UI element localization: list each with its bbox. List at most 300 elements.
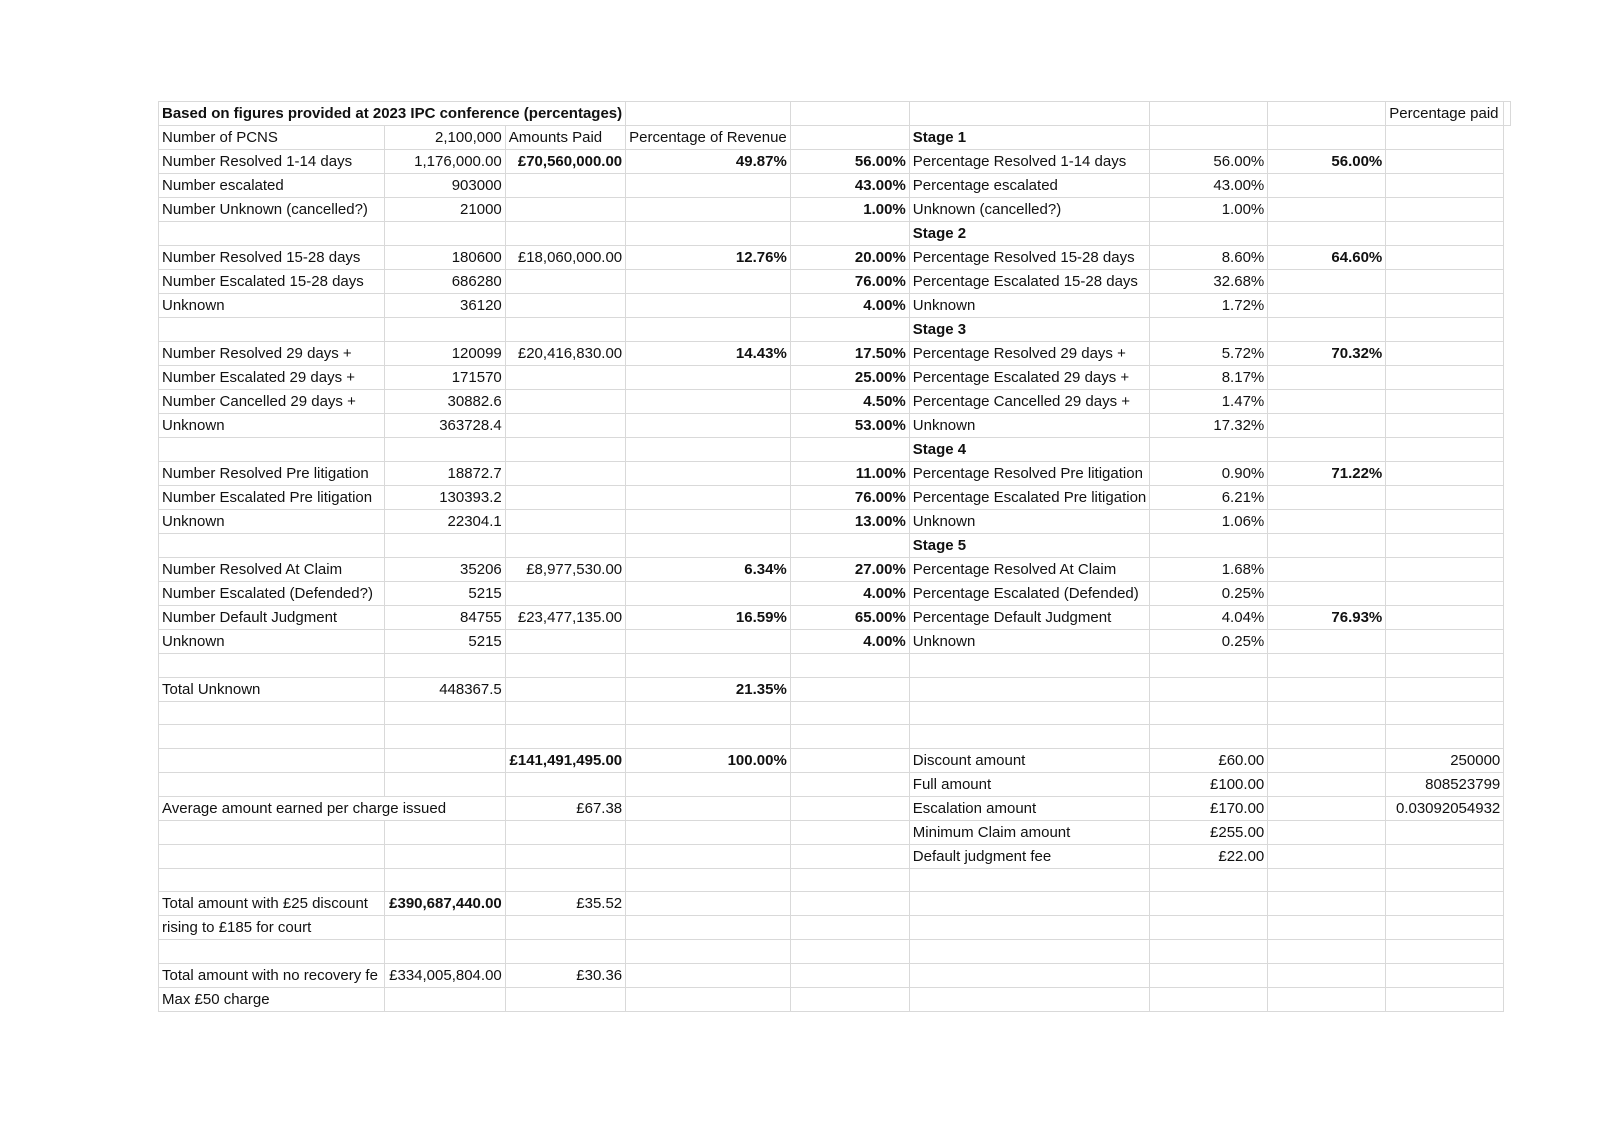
cell[interactable] xyxy=(909,987,1149,1011)
cell[interactable] xyxy=(626,174,791,198)
cell[interactable]: Percentage Resolved 15-28 days xyxy=(909,246,1149,270)
cell[interactable] xyxy=(1386,486,1504,510)
cell[interactable] xyxy=(790,318,909,342)
cell[interactable]: Unknown xyxy=(159,294,385,318)
cell[interactable]: £67.38 xyxy=(505,796,625,820)
cell[interactable] xyxy=(159,654,385,678)
cell[interactable] xyxy=(626,963,791,987)
cell[interactable]: Stage 5 xyxy=(909,534,1149,558)
cell[interactable]: Amounts Paid xyxy=(505,126,625,150)
cell[interactable] xyxy=(385,534,505,558)
cell[interactable] xyxy=(505,510,625,534)
cell[interactable]: £255.00 xyxy=(1150,820,1268,844)
cell[interactable]: 8.17% xyxy=(1150,366,1268,390)
cell[interactable] xyxy=(505,654,625,678)
cell[interactable]: Unknown xyxy=(159,414,385,438)
cell[interactable]: 130393.2 xyxy=(385,486,505,510)
cell[interactable]: 4.00% xyxy=(790,630,909,654)
cell[interactable]: Number Resolved 15-28 days xyxy=(159,246,385,270)
cell[interactable]: Percentage Default Judgment xyxy=(909,606,1149,630)
cell[interactable] xyxy=(1268,318,1386,342)
cell[interactable] xyxy=(626,654,791,678)
cell[interactable] xyxy=(1268,916,1386,940)
cell[interactable] xyxy=(909,654,1149,678)
cell[interactable] xyxy=(385,438,505,462)
cell[interactable]: Percentage Escalated 15-28 days xyxy=(909,270,1149,294)
cell[interactable]: 14.43% xyxy=(626,342,791,366)
cell[interactable] xyxy=(790,654,909,678)
cell[interactable]: 808523799 xyxy=(1386,772,1504,796)
cell[interactable]: Number Resolved 29 days + xyxy=(159,342,385,366)
cell[interactable] xyxy=(909,677,1149,701)
cell[interactable] xyxy=(505,366,625,390)
cell[interactable]: Total Unknown xyxy=(159,677,385,701)
cell[interactable]: Number Resolved At Claim xyxy=(159,558,385,582)
cell[interactable] xyxy=(1150,654,1268,678)
cell[interactable]: Stage 3 xyxy=(909,318,1149,342)
cell[interactable] xyxy=(1386,558,1504,582)
cell[interactable] xyxy=(159,748,385,772)
cell[interactable]: 8.60% xyxy=(1150,246,1268,270)
cell[interactable] xyxy=(626,987,791,1011)
cell[interactable] xyxy=(1150,677,1268,701)
cell[interactable] xyxy=(1268,725,1386,749)
cell[interactable] xyxy=(505,630,625,654)
cell[interactable] xyxy=(790,987,909,1011)
cell[interactable] xyxy=(1150,940,1268,964)
cell[interactable] xyxy=(1386,366,1504,390)
cell[interactable] xyxy=(505,390,625,414)
cell[interactable] xyxy=(1386,126,1504,150)
cell[interactable]: £100.00 xyxy=(1150,772,1268,796)
cell[interactable]: 53.00% xyxy=(790,414,909,438)
cell[interactable]: 2,100,000 xyxy=(385,126,505,150)
cell[interactable] xyxy=(159,772,385,796)
cell[interactable] xyxy=(385,748,505,772)
cell[interactable] xyxy=(1386,510,1504,534)
cell[interactable]: Number Escalated 29 days + xyxy=(159,366,385,390)
cell[interactable] xyxy=(1386,725,1504,749)
cell[interactable] xyxy=(790,963,909,987)
cell[interactable] xyxy=(1268,701,1386,725)
cell[interactable] xyxy=(1504,102,1511,126)
cell[interactable] xyxy=(790,748,909,772)
cell[interactable] xyxy=(1268,654,1386,678)
cell[interactable]: Number Unknown (cancelled?) xyxy=(159,198,385,222)
cell[interactable] xyxy=(1386,390,1504,414)
cell[interactable] xyxy=(1150,892,1268,916)
cell[interactable] xyxy=(909,963,1149,987)
cell[interactable] xyxy=(1386,582,1504,606)
cell[interactable] xyxy=(790,844,909,868)
cell[interactable]: 1,176,000.00 xyxy=(385,150,505,174)
cell[interactable]: 0.90% xyxy=(1150,462,1268,486)
cell[interactable]: Unknown (cancelled?) xyxy=(909,198,1149,222)
cell[interactable] xyxy=(1386,820,1504,844)
cell[interactable] xyxy=(505,486,625,510)
cell[interactable]: Percentage Resolved 29 days + xyxy=(909,342,1149,366)
cell[interactable]: 56.00% xyxy=(1150,150,1268,174)
cell[interactable] xyxy=(790,102,909,126)
cell[interactable] xyxy=(1386,198,1504,222)
cell[interactable]: 76.00% xyxy=(790,270,909,294)
cell[interactable] xyxy=(790,677,909,701)
cell[interactable] xyxy=(505,414,625,438)
cell[interactable]: Percentage Resolved Pre litigation xyxy=(909,462,1149,486)
cell[interactable] xyxy=(1386,462,1504,486)
cell[interactable]: 5215 xyxy=(385,582,505,606)
cell[interactable] xyxy=(1386,294,1504,318)
cell[interactable]: 0.25% xyxy=(1150,630,1268,654)
cell[interactable] xyxy=(505,438,625,462)
cell[interactable] xyxy=(626,366,791,390)
cell[interactable]: 76.93% xyxy=(1268,606,1386,630)
cell[interactable] xyxy=(626,582,791,606)
cell[interactable]: 12.76% xyxy=(626,246,791,270)
cell[interactable] xyxy=(1268,772,1386,796)
cell[interactable] xyxy=(1268,270,1386,294)
cell[interactable] xyxy=(626,462,791,486)
cell[interactable]: 5.72% xyxy=(1150,342,1268,366)
cell[interactable]: Number Escalated Pre litigation xyxy=(159,486,385,510)
cell[interactable] xyxy=(505,987,625,1011)
cell[interactable] xyxy=(159,222,385,246)
cell[interactable] xyxy=(790,916,909,940)
cell[interactable]: Unknown xyxy=(909,294,1149,318)
cell[interactable] xyxy=(909,940,1149,964)
cell[interactable]: Percentage Resolved At Claim xyxy=(909,558,1149,582)
cell[interactable] xyxy=(1268,558,1386,582)
cell[interactable]: 16.59% xyxy=(626,606,791,630)
cell[interactable]: 171570 xyxy=(385,366,505,390)
cell[interactable]: Discount amount xyxy=(909,748,1149,772)
cell[interactable] xyxy=(626,294,791,318)
cell[interactable] xyxy=(909,916,1149,940)
cell[interactable]: 70.32% xyxy=(1268,342,1386,366)
cell[interactable] xyxy=(159,438,385,462)
cell[interactable] xyxy=(790,126,909,150)
cell[interactable] xyxy=(790,772,909,796)
cell[interactable]: £334,005,804.00 xyxy=(385,963,505,987)
cell[interactable] xyxy=(505,174,625,198)
cell[interactable] xyxy=(385,725,505,749)
cell[interactable] xyxy=(159,534,385,558)
cell[interactable]: 21000 xyxy=(385,198,505,222)
cell[interactable]: Percentage Resolved 1-14 days xyxy=(909,150,1149,174)
cell[interactable] xyxy=(1268,796,1386,820)
cell[interactable]: Percentage paid xyxy=(1386,102,1504,126)
cell[interactable]: 56.00% xyxy=(790,150,909,174)
cell[interactable]: 17.50% xyxy=(790,342,909,366)
cell[interactable] xyxy=(1268,630,1386,654)
cell[interactable]: £8,977,530.00 xyxy=(505,558,625,582)
cell[interactable]: Based on figures provided at 2023 IPC conference (percentages) xyxy=(159,102,626,126)
cell[interactable] xyxy=(1268,940,1386,964)
cell[interactable] xyxy=(626,630,791,654)
cell[interactable] xyxy=(1386,916,1504,940)
cell[interactable] xyxy=(385,701,505,725)
cell[interactable] xyxy=(385,654,505,678)
cell[interactable]: £141,491,495.00 xyxy=(505,748,625,772)
cell[interactable] xyxy=(626,102,791,126)
cell[interactable] xyxy=(1386,940,1504,964)
cell[interactable] xyxy=(1150,868,1268,892)
cell[interactable] xyxy=(1268,390,1386,414)
cell[interactable]: 84755 xyxy=(385,606,505,630)
cell[interactable] xyxy=(1268,198,1386,222)
cell[interactable]: 65.00% xyxy=(790,606,909,630)
cell[interactable] xyxy=(385,318,505,342)
cell[interactable]: Percentage Escalated Pre litigation xyxy=(909,486,1149,510)
cell[interactable]: Average amount earned per charge issued xyxy=(159,796,506,820)
cell[interactable] xyxy=(790,725,909,749)
cell[interactable] xyxy=(505,820,625,844)
cell[interactable] xyxy=(1268,820,1386,844)
cell[interactable] xyxy=(1386,844,1504,868)
cell[interactable]: Percentage escalated xyxy=(909,174,1149,198)
cell[interactable]: 43.00% xyxy=(790,174,909,198)
cell[interactable]: £23,477,135.00 xyxy=(505,606,625,630)
cell[interactable]: £170.00 xyxy=(1150,796,1268,820)
cell[interactable] xyxy=(626,940,791,964)
cell[interactable]: 0.25% xyxy=(1150,582,1268,606)
cell[interactable] xyxy=(1386,414,1504,438)
cell[interactable] xyxy=(790,222,909,246)
cell[interactable]: Unknown xyxy=(159,630,385,654)
cell[interactable] xyxy=(385,844,505,868)
cell[interactable]: 43.00% xyxy=(1150,174,1268,198)
cell[interactable] xyxy=(1386,630,1504,654)
cell[interactable]: Full amount xyxy=(909,772,1149,796)
cell[interactable] xyxy=(1268,868,1386,892)
cell[interactable]: Escalation amount xyxy=(909,796,1149,820)
cell[interactable] xyxy=(626,438,791,462)
cell[interactable] xyxy=(1386,270,1504,294)
cell[interactable]: £22.00 xyxy=(1150,844,1268,868)
cell[interactable]: £60.00 xyxy=(1150,748,1268,772)
cell[interactable] xyxy=(790,438,909,462)
cell[interactable]: 64.60% xyxy=(1268,246,1386,270)
cell[interactable] xyxy=(626,868,791,892)
cell[interactable] xyxy=(505,198,625,222)
cell[interactable] xyxy=(790,534,909,558)
cell[interactable]: 56.00% xyxy=(1268,150,1386,174)
cell[interactable] xyxy=(1386,534,1504,558)
cell[interactable]: 1.72% xyxy=(1150,294,1268,318)
cell[interactable]: 25.00% xyxy=(790,366,909,390)
cell[interactable] xyxy=(159,725,385,749)
cell[interactable] xyxy=(1150,222,1268,246)
cell[interactable] xyxy=(790,940,909,964)
cell[interactable]: Percentage of Revenue xyxy=(626,126,791,150)
cell[interactable] xyxy=(1268,486,1386,510)
cell[interactable]: 36120 xyxy=(385,294,505,318)
cell[interactable]: 49.87% xyxy=(626,150,791,174)
cell[interactable] xyxy=(505,270,625,294)
cell[interactable]: 448367.5 xyxy=(385,677,505,701)
cell[interactable] xyxy=(1150,916,1268,940)
cell[interactable] xyxy=(1268,582,1386,606)
cell[interactable]: 76.00% xyxy=(790,486,909,510)
cell[interactable] xyxy=(385,868,505,892)
cell[interactable] xyxy=(626,820,791,844)
cell[interactable] xyxy=(159,844,385,868)
cell[interactable] xyxy=(505,462,625,486)
cell[interactable]: 32.68% xyxy=(1150,270,1268,294)
cell[interactable]: Percentage Escalated 29 days + xyxy=(909,366,1149,390)
cell[interactable] xyxy=(1386,606,1504,630)
cell[interactable] xyxy=(385,820,505,844)
cell[interactable] xyxy=(505,725,625,749)
cell[interactable] xyxy=(626,270,791,294)
cell[interactable] xyxy=(626,318,791,342)
cell[interactable]: 5215 xyxy=(385,630,505,654)
cell[interactable] xyxy=(159,701,385,725)
cell[interactable] xyxy=(626,701,791,725)
cell[interactable] xyxy=(505,582,625,606)
cell[interactable]: 4.04% xyxy=(1150,606,1268,630)
cell[interactable]: £18,060,000.00 xyxy=(505,246,625,270)
cell[interactable] xyxy=(1386,342,1504,366)
cell[interactable] xyxy=(1386,438,1504,462)
cell[interactable] xyxy=(626,390,791,414)
cell[interactable] xyxy=(1386,963,1504,987)
cell[interactable]: 22304.1 xyxy=(385,510,505,534)
cell[interactable] xyxy=(1386,892,1504,916)
cell[interactable]: 363728.4 xyxy=(385,414,505,438)
cell[interactable] xyxy=(1150,701,1268,725)
cell[interactable]: 180600 xyxy=(385,246,505,270)
cell[interactable] xyxy=(1268,414,1386,438)
cell[interactable] xyxy=(1268,534,1386,558)
cell[interactable] xyxy=(385,987,505,1011)
cell[interactable]: 1.06% xyxy=(1150,510,1268,534)
cell[interactable]: 11.00% xyxy=(790,462,909,486)
cell[interactable] xyxy=(505,222,625,246)
cell[interactable] xyxy=(1268,844,1386,868)
cell[interactable] xyxy=(1150,318,1268,342)
cell[interactable] xyxy=(159,820,385,844)
cell[interactable]: £30.36 xyxy=(505,963,625,987)
cell[interactable]: £70,560,000.00 xyxy=(505,150,625,174)
cell[interactable] xyxy=(790,796,909,820)
cell[interactable] xyxy=(1268,174,1386,198)
cell[interactable]: 17.32% xyxy=(1150,414,1268,438)
cell[interactable] xyxy=(626,414,791,438)
cell[interactable] xyxy=(1268,102,1386,126)
cell[interactable] xyxy=(626,796,791,820)
cell[interactable] xyxy=(1268,126,1386,150)
cell[interactable] xyxy=(1268,892,1386,916)
cell[interactable] xyxy=(505,534,625,558)
cell[interactable]: 120099 xyxy=(385,342,505,366)
cell[interactable]: Percentage Escalated (Defended) xyxy=(909,582,1149,606)
cell[interactable]: Number Default Judgment xyxy=(159,606,385,630)
cell[interactable] xyxy=(626,534,791,558)
cell[interactable] xyxy=(1268,294,1386,318)
cell[interactable]: Default judgment fee xyxy=(909,844,1149,868)
cell[interactable] xyxy=(159,940,385,964)
cell[interactable] xyxy=(1268,510,1386,534)
cell[interactable]: Total amount with no recovery fe xyxy=(159,963,385,987)
cell[interactable]: £35.52 xyxy=(505,892,625,916)
cell[interactable]: 21.35% xyxy=(626,677,791,701)
cell[interactable] xyxy=(626,486,791,510)
cell[interactable] xyxy=(909,725,1149,749)
cell[interactable] xyxy=(1268,366,1386,390)
cell[interactable]: 6.21% xyxy=(1150,486,1268,510)
cell[interactable] xyxy=(1268,748,1386,772)
cell[interactable]: £390,687,440.00 xyxy=(385,892,505,916)
cell[interactable] xyxy=(790,820,909,844)
cell[interactable]: 1.68% xyxy=(1150,558,1268,582)
cell[interactable]: Stage 4 xyxy=(909,438,1149,462)
cell[interactable]: £20,416,830.00 xyxy=(505,342,625,366)
cell[interactable] xyxy=(909,868,1149,892)
cell[interactable] xyxy=(626,510,791,534)
cell[interactable] xyxy=(159,318,385,342)
cell[interactable] xyxy=(385,916,505,940)
cell[interactable]: 903000 xyxy=(385,174,505,198)
cell[interactable] xyxy=(1386,654,1504,678)
cell[interactable] xyxy=(1268,987,1386,1011)
cell[interactable]: 35206 xyxy=(385,558,505,582)
cell[interactable] xyxy=(505,677,625,701)
cell[interactable] xyxy=(505,772,625,796)
cell[interactable] xyxy=(385,940,505,964)
cell[interactable]: Total amount with £25 discount xyxy=(159,892,385,916)
cell[interactable] xyxy=(790,892,909,916)
cell[interactable]: 686280 xyxy=(385,270,505,294)
cell[interactable]: 13.00% xyxy=(790,510,909,534)
cell[interactable] xyxy=(505,701,625,725)
cell[interactable]: Percentage Cancelled 29 days + xyxy=(909,390,1149,414)
cell[interactable] xyxy=(505,916,625,940)
cell[interactable] xyxy=(505,294,625,318)
cell[interactable] xyxy=(909,102,1149,126)
cell[interactable] xyxy=(1386,701,1504,725)
cell[interactable] xyxy=(909,892,1149,916)
cell[interactable] xyxy=(909,701,1149,725)
cell[interactable] xyxy=(1150,102,1268,126)
cell[interactable] xyxy=(626,916,791,940)
cell[interactable]: Stage 1 xyxy=(909,126,1149,150)
cell[interactable]: Minimum Claim amount xyxy=(909,820,1149,844)
cell[interactable] xyxy=(385,772,505,796)
cell[interactable]: 18872.7 xyxy=(385,462,505,486)
cell[interactable]: rising to £185 for court xyxy=(159,916,385,940)
cell[interactable]: 100.00% xyxy=(626,748,791,772)
cell[interactable]: Number Cancelled 29 days + xyxy=(159,390,385,414)
cell[interactable] xyxy=(626,222,791,246)
cell[interactable] xyxy=(1268,222,1386,246)
cell[interactable] xyxy=(1386,174,1504,198)
cell[interactable]: Number Escalated 15-28 days xyxy=(159,270,385,294)
cell[interactable]: Number Resolved 1-14 days xyxy=(159,150,385,174)
cell[interactable]: 27.00% xyxy=(790,558,909,582)
cell[interactable] xyxy=(1386,677,1504,701)
cell[interactable] xyxy=(1150,126,1268,150)
cell[interactable] xyxy=(1150,987,1268,1011)
cell[interactable] xyxy=(1268,438,1386,462)
cell[interactable]: Unknown xyxy=(159,510,385,534)
cell[interactable]: 20.00% xyxy=(790,246,909,270)
cell[interactable] xyxy=(626,892,791,916)
cell[interactable] xyxy=(505,844,625,868)
cell[interactable]: 1.47% xyxy=(1150,390,1268,414)
cell[interactable] xyxy=(1150,438,1268,462)
cell[interactable]: 1.00% xyxy=(1150,198,1268,222)
